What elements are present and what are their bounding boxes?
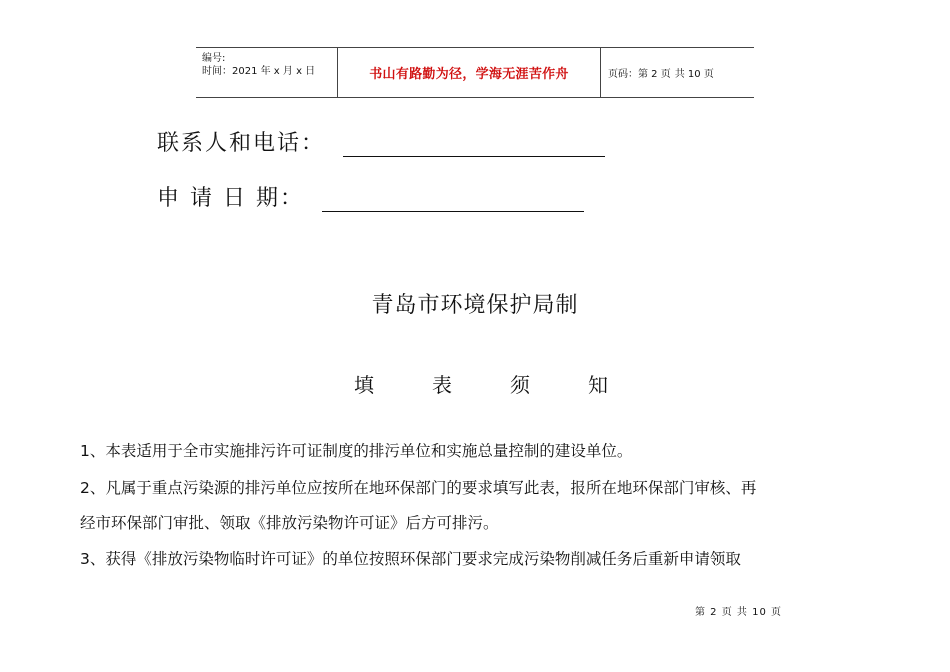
notice-item-2: 2、凡属于重点污染源的排污单位应按所在地环保部门的要求填写此表，报所在地环保部门审核、再 [80, 479, 757, 497]
time-label: 时间：2021 年 x 月 x 日 [202, 66, 316, 77]
header-motto: 书山有路勤为径，学海无涯苦作舟 [338, 48, 601, 97]
notice-title-char: 知 [588, 373, 608, 397]
notice-item-3: 3、获得《排放污染物临时许可证》的单位按照环保部门要求完成污染物削减任务后重新申请领取 [80, 550, 741, 568]
date-label: 申 请 日 期： [157, 186, 304, 211]
document-header [196, 47, 754, 98]
notice-title [354, 369, 608, 398]
notice-item-2-continued: 经市环保部门审批、领取《排放污染物许可证》后方可排污。 [80, 514, 499, 532]
number-label: 编号: [202, 53, 226, 64]
notice-title-char: 填 [354, 373, 374, 397]
contact-label: 联系人和电话： [157, 131, 326, 156]
date-field [157, 181, 584, 212]
notice-title-char: 须 [510, 373, 530, 397]
page-total-label: 共 10 页 [674, 69, 714, 80]
page-footer: 第 2 页 共 10 页 [695, 607, 782, 618]
issuer-title: 青岛市环境保护局制 [371, 293, 579, 318]
notice-item-1: 1、本表适用于全市实施排污许可证制度的排污单位和实施总量控制的建设单位。 [80, 442, 633, 460]
contact-input-line[interactable] [343, 132, 605, 157]
header-meta [196, 48, 338, 97]
notice-title-char: 表 [432, 373, 452, 397]
header-page-code [601, 48, 754, 97]
contact-field [157, 126, 605, 157]
date-input-line[interactable] [322, 187, 584, 212]
page-code-label: 页码：第 2 页 [608, 69, 671, 80]
